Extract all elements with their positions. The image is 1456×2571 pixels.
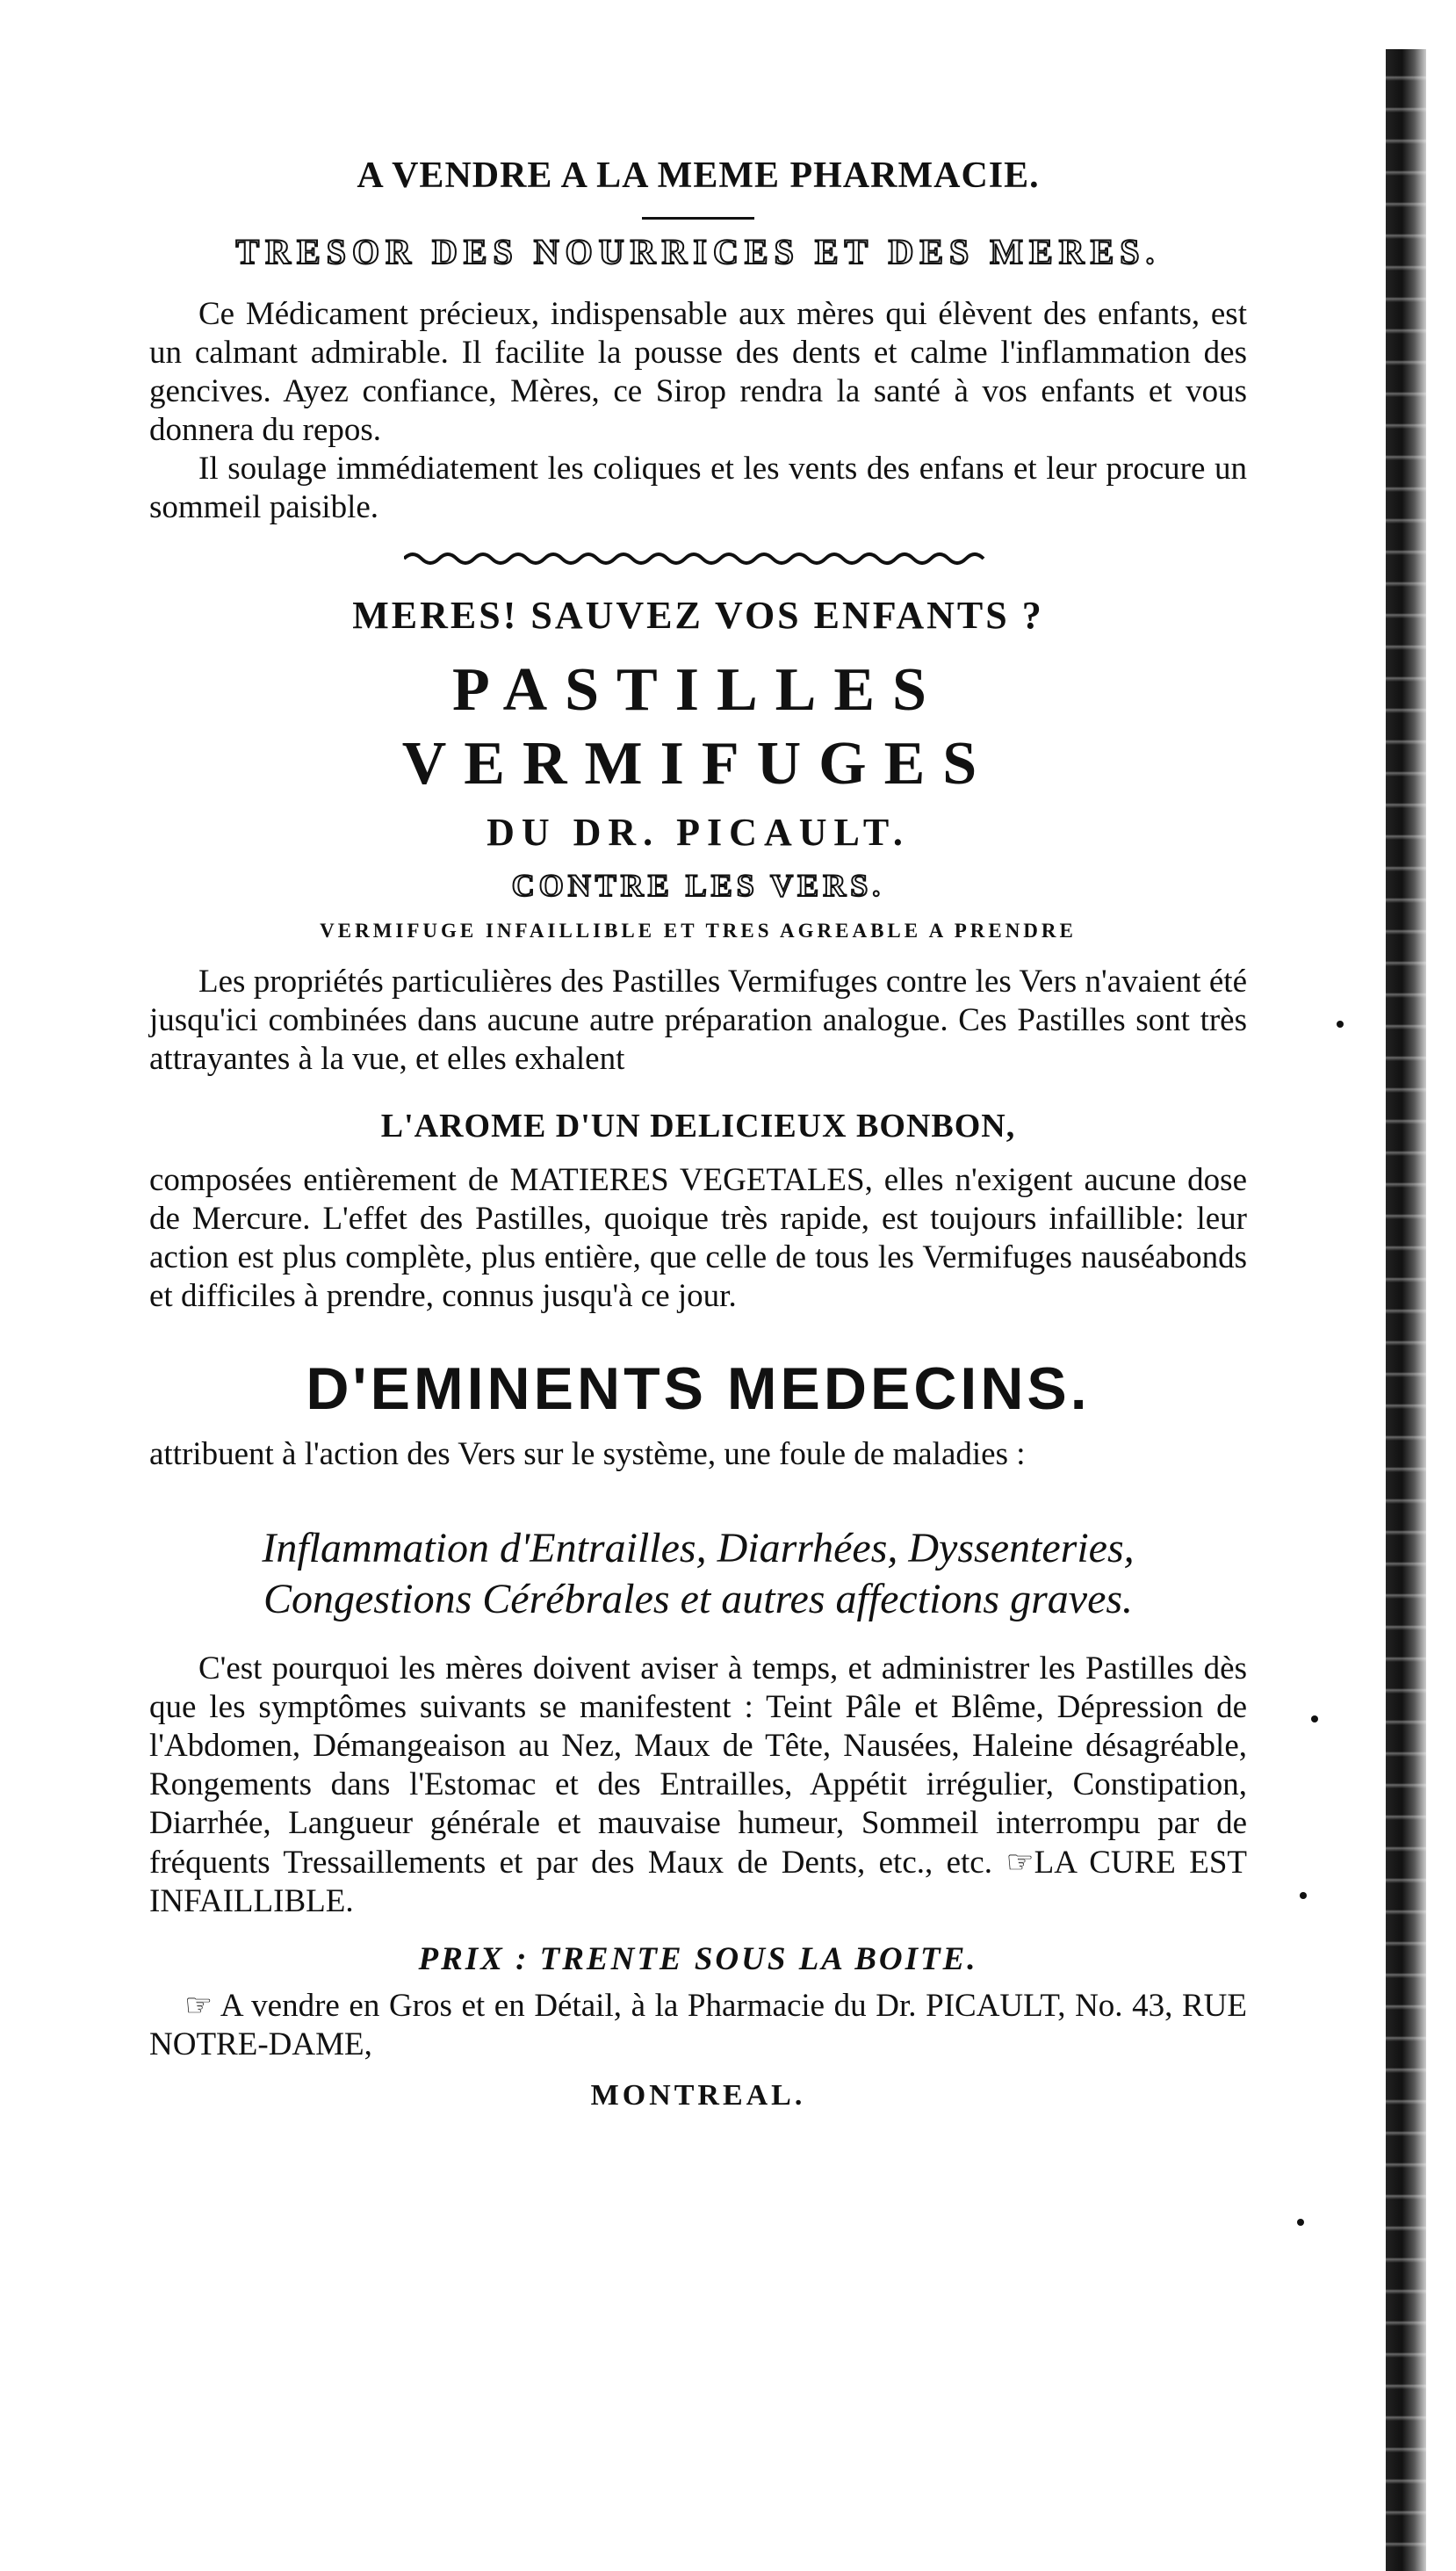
prix-heading: PRIX : TRENTE SOUS LA BOITE. [418, 1941, 978, 1977]
proprietes-paragraph: Les propriétés particulières des Pastilles Vermifuges contre les Vers n'avaient été jusqu'ici combinées dans aucune autre préparation analogue. Ces Pastilles sont très attrayantes à la vue, et elles exhalent [149, 964, 1247, 1077]
heading-rule [642, 217, 754, 220]
scan-speck [1300, 1892, 1307, 1899]
doctor-heading: DU DR. PICAULT. [487, 811, 910, 854]
vendre-gros-text: A vendre en Gros et en Détail, à la Pharmacie du Dr. PICAULT, No. 43, RUE NOTRE-DAME, [149, 1988, 1247, 2062]
maladies-line-1: Inflammation d'Entrailles, Diarrhées, Dyssenteries, [262, 1525, 1135, 1571]
maladies-line-2: Congestions Cérébrales et autres affections graves. [263, 1576, 1134, 1622]
scan-speck [1311, 1715, 1318, 1722]
maladies-list [149, 1523, 1247, 1625]
tresor-heading: TRESOR DES NOURRICES ET DES MERES. [235, 232, 1161, 271]
contre-heading: CONTRE LES VERS. [511, 868, 885, 903]
pastilles-heading: PASTILLES VERMIFUGES [401, 656, 995, 798]
scanned-page-edge [1386, 49, 1426, 2571]
scan-speck [1337, 1021, 1344, 1028]
meres-heading: MERES! SAUVEZ VOS ENFANTS ? [352, 594, 1044, 637]
vermifuge-subheading: VERMIFUGE INFAILLIBLE ET TRES AGREABLE A PRENDRE [320, 920, 1077, 942]
cure-text: LA CURE EST INFAILLIBLE. [149, 1845, 1247, 1919]
scan-speck [1297, 2219, 1304, 2226]
vendre-gros-paragraph [149, 1986, 1247, 2064]
composees-paragraph: composées entièrement de MATIERES VEGETALES, elles n'exigent aucune dose de Mercure. L'effet des Pastilles, quoique très rapide, est toujours infaillible: leur action est plus complète, plus entière, que celle de tous les Vermifuges nauséabonds et difficiles à prendre, connus jusqu'à ce jour. [149, 1162, 1247, 1314]
arome-heading: L'AROME D'UN DELICIEUX BONBON, [380, 1108, 1016, 1145]
wavy-divider [404, 550, 992, 567]
pointing-hand-icon: ☞ [1006, 1845, 1034, 1880]
tresor-paragraph-2: Il soulage immédiatement les coliques et les vents des enfans et leur procure un sommeil paisible. [149, 451, 1247, 525]
pointing-hand-icon: ☞ [184, 1988, 213, 2023]
eminents-heading: D'EMINENTS MEDECINS. [306, 1355, 1091, 1422]
advertisement-page [149, 154, 1247, 2115]
symptomes-paragraph [149, 1650, 1247, 1921]
montreal-heading: MONTREAL. [590, 2079, 806, 2112]
symptomes-text: C'est pourquoi les mères doivent aviser à temps, et administrer les Pastilles dès que les symptômes suivants se manifestent : Teint Pâle et Blême, Dépression de l'Abdomen, Démangeaison au Nez, Maux de Tête, Nausées, Haleine désagréable, Rongements dans l'Estomac et des Entrailles, Appétit irrégulier, Constipation, Diarrhée, Langueur générale et mauvaise humeur, Sommeil interrompu par de fréquents Tressaillements et par des Maux de Dents, etc., etc. [149, 1650, 1247, 1881]
attribuent-paragraph: attribuent à l'action des Vers sur le système, une foule de maladies : [149, 1436, 1026, 1472]
vendre-heading: A VENDRE A LA MEME PHARMACIE. [357, 155, 1040, 196]
tresor-paragraph-1: Ce Médicament précieux, indispensable aux mères qui élèvent des enfants, est un calmant admirable. Il facilite la pousse des dents et calme l'inflammation des gencives. Ayez confiance, Mères, ce Sirop rendra la santé à vos enfants et vous donnera du repos. [149, 296, 1247, 448]
